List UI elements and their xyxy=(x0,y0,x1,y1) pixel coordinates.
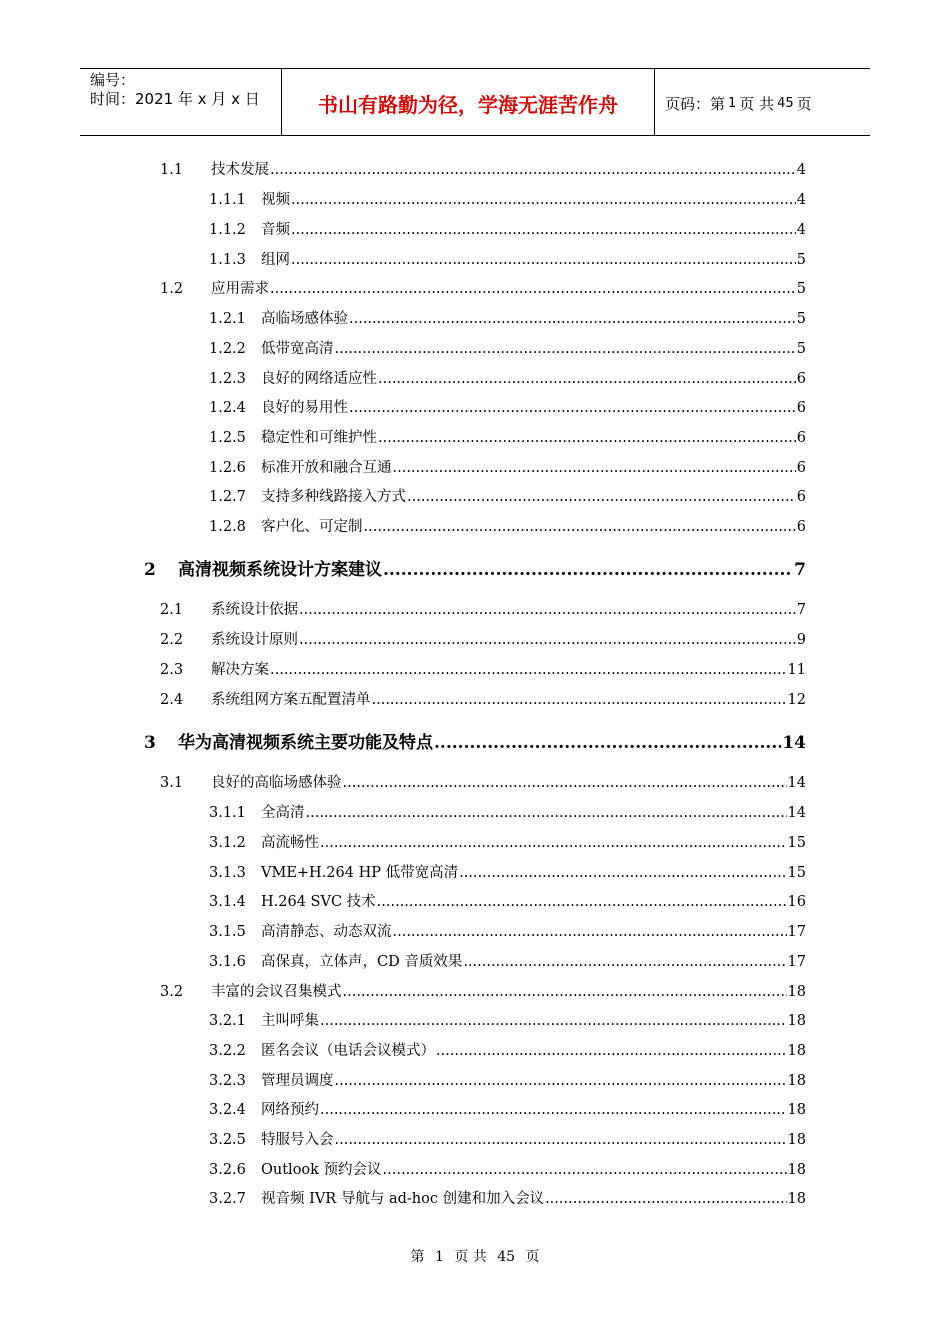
toc-entry-title: 网络预约 xyxy=(261,1102,319,1118)
toc-entry-page: 18 xyxy=(787,1073,806,1089)
toc-entry[interactable] xyxy=(144,555,806,580)
toc-entry-title: 管理员调度 xyxy=(261,1073,334,1089)
toc-entry[interactable] xyxy=(209,861,806,882)
toc-entry-page: 14 xyxy=(787,805,806,821)
toc-entry[interactable] xyxy=(160,277,806,298)
toc-entry-number: 3.1.3 xyxy=(209,865,246,881)
toc-entry[interactable] xyxy=(160,771,806,792)
toc-entry-title: 组网 xyxy=(261,252,290,268)
toc-entry-number: 3.1.5 xyxy=(209,924,246,940)
toc-dot-leader xyxy=(434,733,781,753)
toc-entry-page: 5 xyxy=(796,281,806,297)
toc-entry-page: 18 xyxy=(787,984,806,1000)
toc-entry-title: 系统设计原则 xyxy=(211,632,298,648)
toc-entry-title: 良好的易用性 xyxy=(261,400,348,416)
toc-entry-title: 系统组网方案五配置清单 xyxy=(211,692,371,708)
document-number-label: 编号： xyxy=(90,71,136,89)
toc-entry[interactable] xyxy=(209,890,806,911)
toc-entry-number: 3.1.1 xyxy=(209,805,246,821)
toc-entry-title: 技术发展 xyxy=(211,162,269,178)
toc-entry-number: 1.2 xyxy=(160,281,184,297)
toc-entry-title: 应用需求 xyxy=(211,281,269,297)
toc-entry[interactable] xyxy=(209,456,806,477)
toc-entry-number: 1.1.3 xyxy=(209,252,246,268)
toc-entry-title: 主叫呼集 xyxy=(261,1013,319,1029)
toc-entry-page: 14 xyxy=(782,733,806,753)
toc-entry-title: 特服号入会 xyxy=(261,1132,334,1148)
toc-entry-page: 4 xyxy=(796,162,806,178)
toc-entry-title: 视音频 IVR 导航与 ad-hoc 创建和加入会议 xyxy=(261,1191,545,1207)
toc-entry-page: 5 xyxy=(796,341,806,357)
toc-entry-number: 2.2 xyxy=(160,632,184,648)
toc-dot-leader xyxy=(343,984,787,1000)
toc-entry-page: 18 xyxy=(787,1162,806,1178)
toc-entry-title: 客户化、可定制 xyxy=(261,519,363,535)
toc-entry-number: 2 xyxy=(144,560,156,580)
toc-entry-title: 稳定性和可维护性 xyxy=(261,430,377,446)
toc-entry-page: 15 xyxy=(787,835,806,851)
toc-entry-page: 11 xyxy=(787,662,806,678)
toc-dot-leader xyxy=(378,430,796,446)
toc-entry-number: 1.1.1 xyxy=(209,192,246,208)
toc-entry-number: 3.2.3 xyxy=(209,1073,246,1089)
toc-entry-title: 支持多种线路接入方式 xyxy=(261,489,406,505)
toc-entry-title: H.264 SVC 技术 xyxy=(261,894,376,910)
toc-entry-page: 18 xyxy=(787,1013,806,1029)
toc-entry[interactable] xyxy=(209,1009,806,1030)
toc-entry-number: 1.2.3 xyxy=(209,371,246,387)
toc-entry-page: 4 xyxy=(796,192,806,208)
toc-entry-page: 6 xyxy=(796,489,806,505)
toc-entry-number: 2.4 xyxy=(160,692,184,708)
toc-entry-title: 高流畅性 xyxy=(261,835,319,851)
toc-entry-number: 3.1.4 xyxy=(209,894,246,910)
toc-entry-number: 3.2 xyxy=(160,984,184,1000)
toc-dot-leader xyxy=(383,1162,787,1178)
footer-page-mid: 页 共 xyxy=(454,1249,487,1265)
toc-dot-leader xyxy=(270,662,787,678)
toc-entry-page: 7 xyxy=(794,560,806,580)
toc-entry[interactable] xyxy=(209,396,806,417)
toc-dot-leader xyxy=(335,341,796,357)
toc-entry[interactable] xyxy=(144,728,806,753)
toc-entry-title: 标准开放和融合互通 xyxy=(261,460,392,476)
toc-entry-page: 6 xyxy=(796,430,806,446)
toc-entry-number: 1.2.5 xyxy=(209,430,246,446)
toc-entry-number: 2.1 xyxy=(160,602,184,618)
header-page-indicator xyxy=(665,69,812,137)
toc-entry-title: 良好的网络适应性 xyxy=(261,371,377,387)
toc-entry[interactable] xyxy=(209,485,806,506)
toc-entry-title: 解决方案 xyxy=(211,662,269,678)
toc-entry[interactable] xyxy=(160,628,806,649)
toc-entry-number: 3.2.5 xyxy=(209,1132,246,1148)
toc-entry[interactable] xyxy=(209,426,806,447)
toc-entry[interactable] xyxy=(209,950,806,971)
toc-entry[interactable] xyxy=(209,248,806,269)
toc-dot-leader xyxy=(463,954,786,970)
header-page-suffix: 页 xyxy=(796,94,812,113)
toc-dot-leader xyxy=(306,805,787,821)
toc-entry[interactable] xyxy=(209,307,806,328)
toc-dot-leader xyxy=(291,222,796,238)
toc-entry[interactable] xyxy=(209,515,806,536)
toc-dot-leader xyxy=(393,460,796,476)
toc-dot-leader xyxy=(299,602,796,618)
toc-entry-number: 1.2.1 xyxy=(209,311,246,327)
toc-entry-title: Outlook 预约会议 xyxy=(261,1162,382,1178)
toc-entry-title: 高清静态、动态双流 xyxy=(261,924,392,940)
toc-dot-leader xyxy=(320,1102,787,1118)
toc-entry[interactable] xyxy=(209,1069,806,1090)
toc-entry[interactable] xyxy=(209,1128,806,1149)
toc-entry-number: 2.3 xyxy=(160,662,184,678)
toc-dot-leader xyxy=(349,311,796,327)
toc-dot-leader xyxy=(291,192,796,208)
toc-entry-number: 1.2.2 xyxy=(209,341,246,357)
toc-entry-page: 18 xyxy=(787,1191,806,1207)
toc-entry-page: 14 xyxy=(787,775,806,791)
toc-entry[interactable] xyxy=(209,801,806,822)
toc-entry[interactable] xyxy=(209,1158,806,1179)
toc-dot-leader xyxy=(335,1132,787,1148)
toc-entry-page: 18 xyxy=(787,1043,806,1059)
toc-entry[interactable] xyxy=(209,1039,806,1060)
toc-entry-page: 5 xyxy=(796,311,806,327)
toc-entry[interactable] xyxy=(209,831,806,852)
toc-dot-leader xyxy=(459,865,786,881)
page-footer xyxy=(0,1246,950,1266)
toc-entry-title: 视频 xyxy=(261,192,290,208)
toc-entry-number: 3.2.2 xyxy=(209,1043,246,1059)
toc-entry[interactable] xyxy=(209,337,806,358)
toc-dot-leader xyxy=(320,835,787,851)
toc-entry-title: 华为高清视频系统主要功能及特点 xyxy=(178,733,433,753)
toc-entry-page: 15 xyxy=(787,865,806,881)
toc-dot-leader xyxy=(320,1013,787,1029)
toc-entry-title: 音频 xyxy=(261,222,290,238)
toc-entry-number: 1.2.8 xyxy=(209,519,246,535)
toc-entry-title: 系统设计依据 xyxy=(211,602,298,618)
toc-dot-leader xyxy=(335,1073,787,1089)
toc-dot-leader xyxy=(291,252,796,268)
toc-dot-leader xyxy=(364,519,796,535)
toc-dot-leader xyxy=(349,400,796,416)
toc-entry-number: 1.2.7 xyxy=(209,489,246,505)
toc-entry-title: 高清视频系统设计方案建议 xyxy=(178,560,382,580)
toc-entry-page: 18 xyxy=(787,1132,806,1148)
toc-dot-leader xyxy=(377,894,787,910)
toc-entry-number: 3.2.6 xyxy=(209,1162,246,1178)
toc-entry-number: 1.2.6 xyxy=(209,460,246,476)
header-motto: 书山有路勤为径，学海无涯苦作舟 xyxy=(318,92,618,117)
toc-dot-leader xyxy=(270,281,796,297)
header-page-prefix: 页码：第 xyxy=(665,94,726,113)
toc-dot-leader xyxy=(378,371,796,387)
toc-entry[interactable] xyxy=(209,218,806,239)
toc-entry[interactable] xyxy=(160,598,806,619)
toc-entry-title: 高临场感体验 xyxy=(261,311,348,327)
toc-entry[interactable] xyxy=(160,658,806,679)
toc-entry-number: 3 xyxy=(144,733,156,753)
toc-entry[interactable] xyxy=(209,367,806,388)
footer-page-total: 45 xyxy=(497,1249,516,1265)
toc-entry[interactable] xyxy=(209,188,806,209)
footer-prefix: 第 xyxy=(410,1249,425,1265)
toc-entry-page: 4 xyxy=(796,222,806,238)
toc-entry-page: 6 xyxy=(796,519,806,535)
toc-entry-number: 3.2.4 xyxy=(209,1102,246,1118)
toc-entry-page: 6 xyxy=(796,371,806,387)
toc-entry-page: 17 xyxy=(787,924,806,940)
toc-entry-page: 9 xyxy=(796,632,806,648)
header-divider-right xyxy=(654,69,655,135)
toc-entry-number: 1.2.4 xyxy=(209,400,246,416)
toc-dot-leader xyxy=(270,162,796,178)
toc-dot-leader xyxy=(343,775,787,791)
toc-entry-number: 3.2.1 xyxy=(209,1013,246,1029)
page-header xyxy=(80,68,870,136)
toc-entry-title: 低带宽高清 xyxy=(261,341,334,357)
toc-entry[interactable] xyxy=(209,1098,806,1119)
toc-entry-title: 匿名会议（电话会议模式） xyxy=(261,1043,435,1059)
toc-entry-number: 3.1 xyxy=(160,775,184,791)
toc-entry-page: 6 xyxy=(796,400,806,416)
toc-dot-leader xyxy=(545,1191,786,1207)
header-page-mid: 页 共 xyxy=(739,94,775,113)
toc-entry-number: 3.2.7 xyxy=(209,1191,246,1207)
toc-entry-page: 7 xyxy=(796,602,806,618)
toc-entry-title: 丰富的会议召集模式 xyxy=(211,984,342,1000)
toc-entry-title: 全高清 xyxy=(261,805,305,821)
header-page-current: 1 xyxy=(728,95,737,111)
toc-entry-page: 12 xyxy=(787,692,806,708)
toc-entry-number: 3.1.2 xyxy=(209,835,246,851)
toc-entry-page: 17 xyxy=(787,954,806,970)
toc-entry-page: 16 xyxy=(787,894,806,910)
toc-dot-leader xyxy=(372,692,787,708)
toc-dot-leader xyxy=(299,632,796,648)
toc-entry-number: 1.1.2 xyxy=(209,222,246,238)
toc-entry[interactable] xyxy=(209,920,806,941)
toc-dot-leader xyxy=(383,560,793,580)
toc-dot-leader xyxy=(393,924,787,940)
toc-entry-page: 18 xyxy=(787,1102,806,1118)
toc-entry-title: 高保真，立体声，CD 音质效果 xyxy=(261,954,463,970)
toc-entry-number: 3.1.6 xyxy=(209,954,246,970)
toc-entry-page: 5 xyxy=(796,252,806,268)
toc-entry[interactable] xyxy=(160,688,806,709)
toc-entry-title: 良好的高临场感体验 xyxy=(211,775,342,791)
footer-suffix: 页 xyxy=(525,1249,540,1265)
footer-page-current: 1 xyxy=(434,1249,444,1265)
toc-entry-number: 1.1 xyxy=(160,162,184,178)
toc-entry-page: 6 xyxy=(796,460,806,476)
toc-dot-leader xyxy=(436,1043,787,1059)
toc-entry[interactable] xyxy=(160,158,806,179)
header-page-total: 45 xyxy=(777,95,794,111)
toc-dot-leader xyxy=(407,489,796,505)
toc-entry[interactable] xyxy=(160,980,806,1001)
toc-entry[interactable] xyxy=(209,1187,806,1208)
toc-entry-title: VME+H.264 HP 低带宽高清 xyxy=(261,865,459,881)
document-time-label: 时间：2021 年 x 月 x 日 xyxy=(90,90,260,108)
header-info xyxy=(90,71,260,109)
